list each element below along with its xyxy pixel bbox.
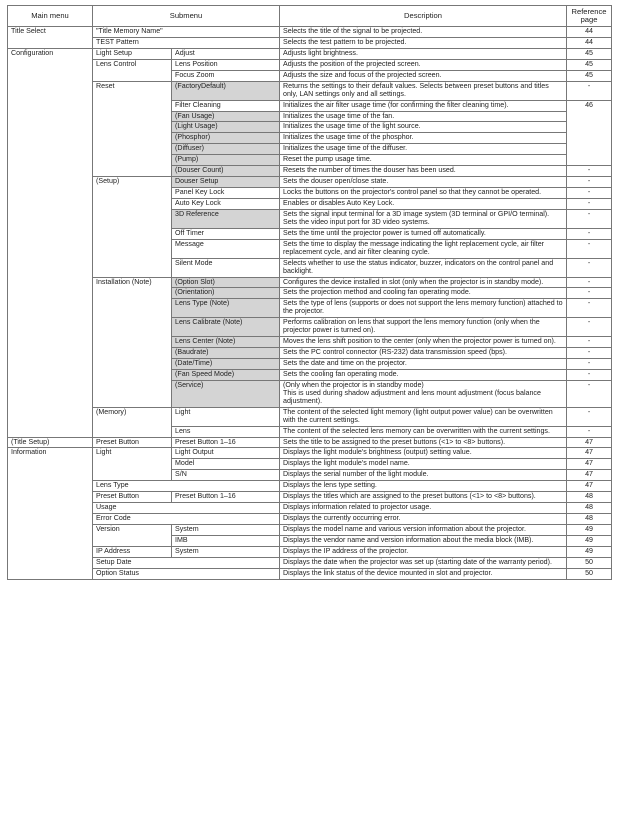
submenu-item-cell: (FactoryDefault) <box>172 81 280 100</box>
submenu-item-cell: Preset Button 1–16 <box>172 492 280 503</box>
table-row <box>8 437 612 448</box>
page-cell: - <box>567 177 612 188</box>
header-submenu: Submenu <box>93 6 280 27</box>
description-cell: Selects the title of the signal to be projected. <box>280 27 567 38</box>
header-description: Description <box>280 6 567 27</box>
page-cell: - <box>567 199 612 210</box>
table-row <box>8 514 612 525</box>
description-cell: Displays the link status of the device mounted in slot and projector. <box>280 568 567 579</box>
submenu-item-cell: (Orientation) <box>172 288 280 299</box>
submenu-item-cell: Silent Mode <box>172 258 280 277</box>
submenu-item-cell: (Phosphor) <box>172 133 280 144</box>
description-cell: Locks the buttons on the projector's control panel so that they cannot be operated. <box>280 188 567 199</box>
page-cell: 48 <box>567 503 612 514</box>
submenu-item-cell: System <box>172 525 280 536</box>
submenu-item-cell: (Douser Count) <box>172 166 280 177</box>
table-row <box>8 546 612 557</box>
page-cell: - <box>567 209 612 228</box>
page-cell: 47 <box>567 448 612 459</box>
description-cell: Sets the PC control connector (RS-232) data transmission speed (bps). <box>280 348 567 359</box>
submenu-item-cell: (Diffuser) <box>172 144 280 155</box>
page-cell: 49 <box>567 546 612 557</box>
submenu-item-cell: (Pump) <box>172 155 280 166</box>
table-row <box>8 277 612 288</box>
page-cell: - <box>567 239 612 258</box>
table-row <box>8 481 612 492</box>
description-cell: Displays the IP address of the projector. <box>280 546 567 557</box>
submenu-item-cell: S/N <box>172 470 280 481</box>
description-cell: Initializes the usage time of the phosphor. <box>280 133 567 144</box>
menu-table <box>7 5 612 580</box>
description-cell: Sets the title to be assigned to the preset buttons (<1> to <8> buttons). <box>280 437 567 448</box>
table-row <box>8 503 612 514</box>
submenu-cell: Light <box>93 448 172 481</box>
page-cell: - <box>567 348 612 359</box>
submenu-item-cell: Lens Type (Note) <box>172 299 280 318</box>
submenu-cell: TEST Pattern <box>93 37 280 48</box>
description-cell: Performs calibration on lens that support the lens memory function (only when the projector power is turned on). <box>280 318 567 337</box>
submenu-cell: IP Address <box>93 546 172 557</box>
description-cell: Selects the test pattern to be projected. <box>280 37 567 48</box>
page-cell: - <box>567 258 612 277</box>
page-cell: - <box>567 359 612 370</box>
description-cell: Reset the pump usage time. <box>280 155 567 166</box>
description-cell: Displays the vendor name and version information about the media block (IMB). <box>280 535 567 546</box>
description-cell: Sets the douser open/close state. <box>280 177 567 188</box>
submenu-cell: "Title Memory Name" <box>93 27 280 38</box>
description-cell: Initializes the usage time of the fan. <box>280 111 567 122</box>
submenu-item-cell: Message <box>172 239 280 258</box>
page-cell: 45 <box>567 70 612 81</box>
page-cell: 47 <box>567 437 612 448</box>
submenu-item-cell: (Fan Speed Mode) <box>172 369 280 380</box>
description-cell: Configures the device installed in slot (only when the projector is in standby mode). <box>280 277 567 288</box>
submenu-item-cell: (Baudrate) <box>172 348 280 359</box>
description-cell: Adjusts light brightness. <box>280 48 567 59</box>
description-cell: Displays the date when the projector was set up (starting date of the warranty period). <box>280 557 567 568</box>
table-row <box>8 568 612 579</box>
submenu-cell: Usage <box>93 503 280 514</box>
description-cell: Moves the lens shift position to the center (only when the projector power is turned on). <box>280 337 567 348</box>
table-row <box>8 492 612 503</box>
table-row <box>8 557 612 568</box>
description-cell: Adjusts the size and focus of the projected screen. <box>280 70 567 81</box>
submenu-item-cell: 3D Reference <box>172 209 280 228</box>
page-cell: - <box>567 380 612 407</box>
description-cell: Returns the settings to their default values. Selects between preset buttons and titles only, LAN settings only and all settings. <box>280 81 567 100</box>
submenu-item-cell: Model <box>172 459 280 470</box>
page-cell: 46 <box>567 100 612 166</box>
page-cell: - <box>567 166 612 177</box>
page-cell: - <box>567 369 612 380</box>
submenu-item-cell: (Option Slot) <box>172 277 280 288</box>
submenu-cell: Light Setup <box>93 48 172 59</box>
page-cell: - <box>567 426 612 437</box>
page-cell: 48 <box>567 514 612 525</box>
page-cell: - <box>567 288 612 299</box>
table-row <box>8 407 612 426</box>
page-cell: - <box>567 228 612 239</box>
submenu-cell: (Setup) <box>93 177 172 277</box>
description-cell: The content of the selected lens memory can be overwritten with the current settings. <box>280 426 567 437</box>
page-cell: - <box>567 188 612 199</box>
table-row <box>8 81 612 100</box>
submenu-item-cell: (Service) <box>172 380 280 407</box>
description-cell: Displays the serial number of the light module. <box>280 470 567 481</box>
page-cell: 47 <box>567 470 612 481</box>
description-cell: Sets the cooling fan operating mode. <box>280 369 567 380</box>
header-reference-page: Reference page <box>567 6 612 27</box>
description-cell: Displays the lens type setting. <box>280 481 567 492</box>
description-cell: Sets the date and time on the projector. <box>280 359 567 370</box>
submenu-item-cell: Douser Setup <box>172 177 280 188</box>
submenu-item-cell: Auto Key Lock <box>172 199 280 210</box>
page-cell: 47 <box>567 481 612 492</box>
page-cell: - <box>567 318 612 337</box>
submenu-cell: Setup Date <box>93 557 280 568</box>
submenu-item-cell: Lens Position <box>172 59 280 70</box>
description-cell: Sets the projection method and cooling fan operating mode. <box>280 288 567 299</box>
main-menu-cell: Configuration <box>8 48 93 437</box>
page-cell: 45 <box>567 59 612 70</box>
description-cell: Sets the signal input terminal for a 3D image system (3D terminal or GPI/O terminal). Sets the video input port for 3D video systems. <box>280 209 567 228</box>
page-cell: - <box>567 299 612 318</box>
page-cell: 50 <box>567 557 612 568</box>
description-cell: Enables or disables Auto Key Lock. <box>280 199 567 210</box>
description-cell: Resets the number of times the douser has been used. <box>280 166 567 177</box>
description-cell: Initializes the air filter usage time (for confirming the filter cleaning time). <box>280 100 567 111</box>
description-cell: Selects whether to use the status indicator, buzzer, indicators on the control panel and backlight. <box>280 258 567 277</box>
table-row <box>8 448 612 459</box>
description-cell: Sets the type of lens (supports or does not support the lens memory function) attached to the projector. <box>280 299 567 318</box>
submenu-item-cell: Light <box>172 407 280 426</box>
main-menu-cell: Title Select <box>8 27 93 49</box>
page-cell: 45 <box>567 48 612 59</box>
table-row <box>8 177 612 188</box>
submenu-cell: Error Code <box>93 514 280 525</box>
page-cell: 47 <box>567 459 612 470</box>
submenu-cell: Installation (Note) <box>93 277 172 407</box>
submenu-cell: Version <box>93 525 172 547</box>
submenu-item-cell: (Date/Time) <box>172 359 280 370</box>
submenu-item-cell: IMB <box>172 535 280 546</box>
main-menu-cell: (Title Setup) <box>8 437 93 448</box>
submenu-item-cell: Lens <box>172 426 280 437</box>
submenu-item-cell: Adjust <box>172 48 280 59</box>
submenu-item-cell: Preset Button 1–16 <box>172 437 280 448</box>
page-cell: 49 <box>567 525 612 536</box>
submenu-item-cell: Panel Key Lock <box>172 188 280 199</box>
table-row <box>8 59 612 70</box>
description-cell: Displays information related to projector usage. <box>280 503 567 514</box>
table-row <box>8 37 612 48</box>
description-cell: Displays the currently occurring error. <box>280 514 567 525</box>
submenu-cell: Option Status <box>93 568 280 579</box>
description-cell: (Only when the projector is in standby mode) This is used during shadow adjustment and lens mount adjustment (focus balance adjustment). <box>280 380 567 407</box>
submenu-cell: Preset Button <box>93 437 172 448</box>
description-cell: Displays the titles which are assigned to the preset buttons (<1> to <8> buttons). <box>280 492 567 503</box>
page-cell: 48 <box>567 492 612 503</box>
submenu-item-cell: Lens Center (Note) <box>172 337 280 348</box>
page-cell: - <box>567 81 612 100</box>
page-cell: 49 <box>567 535 612 546</box>
submenu-cell: (Memory) <box>93 407 172 437</box>
description-cell: The content of the selected light memory (light output power value) can be overwritten with the current settings. <box>280 407 567 426</box>
submenu-cell: Reset <box>93 81 172 176</box>
description-cell: Initializes the usage time of the light source. <box>280 122 567 133</box>
submenu-item-cell: Lens Calibrate (Note) <box>172 318 280 337</box>
page-cell: 50 <box>567 568 612 579</box>
page-cell: 44 <box>567 37 612 48</box>
submenu-item-cell: Off Timer <box>172 228 280 239</box>
page-cell: - <box>567 407 612 426</box>
submenu-item-cell: Filter Cleaning <box>172 100 280 111</box>
header-main-menu: Main menu <box>8 6 93 27</box>
table-row <box>8 27 612 38</box>
page-cell: 44 <box>567 27 612 38</box>
table-row <box>8 525 612 536</box>
table-row <box>8 48 612 59</box>
description-cell: Sets the time to display the message indicating the light replacement cycle, air filter replacement cycle, and air filter cleaning cycle. <box>280 239 567 258</box>
description-cell: Displays the light module's model name. <box>280 459 567 470</box>
description-cell: Adjusts the position of the projected screen. <box>280 59 567 70</box>
description-cell: Initializes the usage time of the diffuser. <box>280 144 567 155</box>
description-cell: Displays the light module's brightness (output) setting value. <box>280 448 567 459</box>
page-cell: - <box>567 337 612 348</box>
submenu-cell: Lens Control <box>93 59 172 81</box>
submenu-item-cell: System <box>172 546 280 557</box>
submenu-item-cell: Light Output <box>172 448 280 459</box>
description-cell: Displays the model name and various version information about the projector. <box>280 525 567 536</box>
submenu-item-cell: (Fan Usage) <box>172 111 280 122</box>
submenu-cell: Preset Button <box>93 492 172 503</box>
main-menu-cell: Information <box>8 448 93 579</box>
submenu-item-cell: (Light Usage) <box>172 122 280 133</box>
description-cell: Sets the time until the projector power is turned off automatically. <box>280 228 567 239</box>
submenu-cell: Lens Type <box>93 481 280 492</box>
submenu-item-cell: Focus Zoom <box>172 70 280 81</box>
page-cell: - <box>567 277 612 288</box>
